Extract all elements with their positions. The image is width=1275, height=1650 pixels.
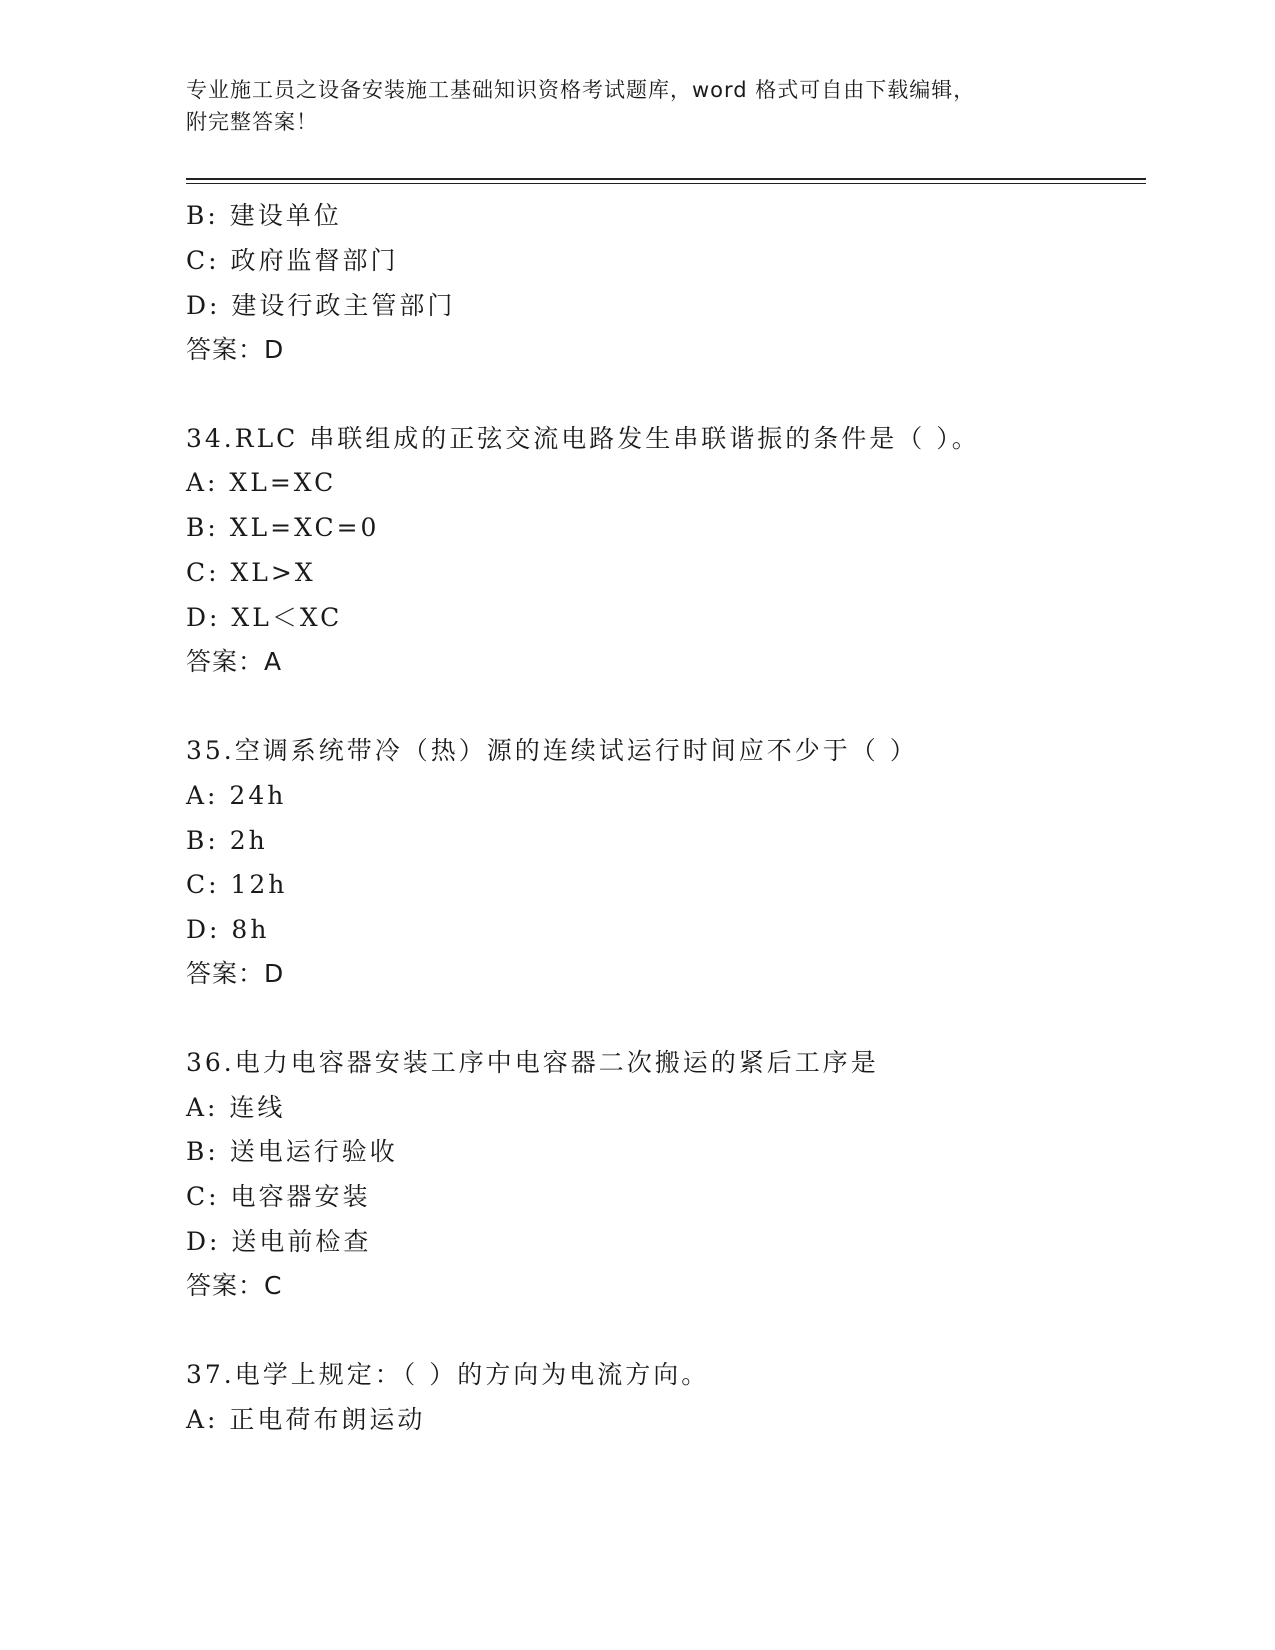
header-line-2: 附完整答案！: [186, 110, 318, 134]
option-text: A: XL=XC: [186, 468, 337, 497]
answer-text: 答案：C: [186, 1271, 283, 1300]
option-text: D: 送电前检查: [186, 1227, 372, 1256]
question-text: 37.电学上规定：（ ）的方向为电流方向。: [186, 1360, 710, 1389]
option-text: B: 2h: [186, 826, 268, 855]
option-text: D: XL＜XC: [186, 603, 343, 632]
document-header: [186, 74, 1086, 138]
option-text: D: 8h: [186, 915, 270, 944]
header-divider-thin: [186, 183, 1146, 184]
option-text: B: XL=XC=0: [186, 513, 380, 542]
question-text: 36.电力电容器安装工序中电容器二次搬运的紧后工序是: [186, 1048, 879, 1077]
question-text: 34.RLC 串联组成的正弦交流电路发生串联谐振的条件是（ ）。: [186, 424, 980, 453]
option-text: C: 电容器安装: [186, 1182, 371, 1211]
header-divider-thick: [186, 178, 1146, 180]
option-text: A: 连线: [186, 1093, 286, 1122]
header-line-1: 专业施工员之设备安装施工基础知识资格考试题库，word 格式可自由下载编辑，: [186, 78, 976, 102]
answer-text: 答案：D: [186, 959, 285, 988]
option-text: C: XL>X: [186, 558, 316, 587]
question-text: 35.空调系统带冷（热）源的连续试运行时间应不少于（ ）: [186, 736, 918, 765]
answer-text: 答案：D: [186, 335, 285, 364]
option-text: A: 24h: [186, 781, 287, 810]
option-text: C: 政府监督部门: [186, 246, 399, 275]
option-text: B: 送电运行验收: [186, 1137, 398, 1166]
option-text: C: 12h: [186, 870, 288, 899]
option-text: A: 正电荷布朗运动: [186, 1405, 426, 1434]
option-text: D: 建设行政主管部门: [186, 291, 456, 320]
answer-text: 答案：A: [186, 647, 283, 676]
option-text: B: 建设单位: [186, 201, 342, 230]
